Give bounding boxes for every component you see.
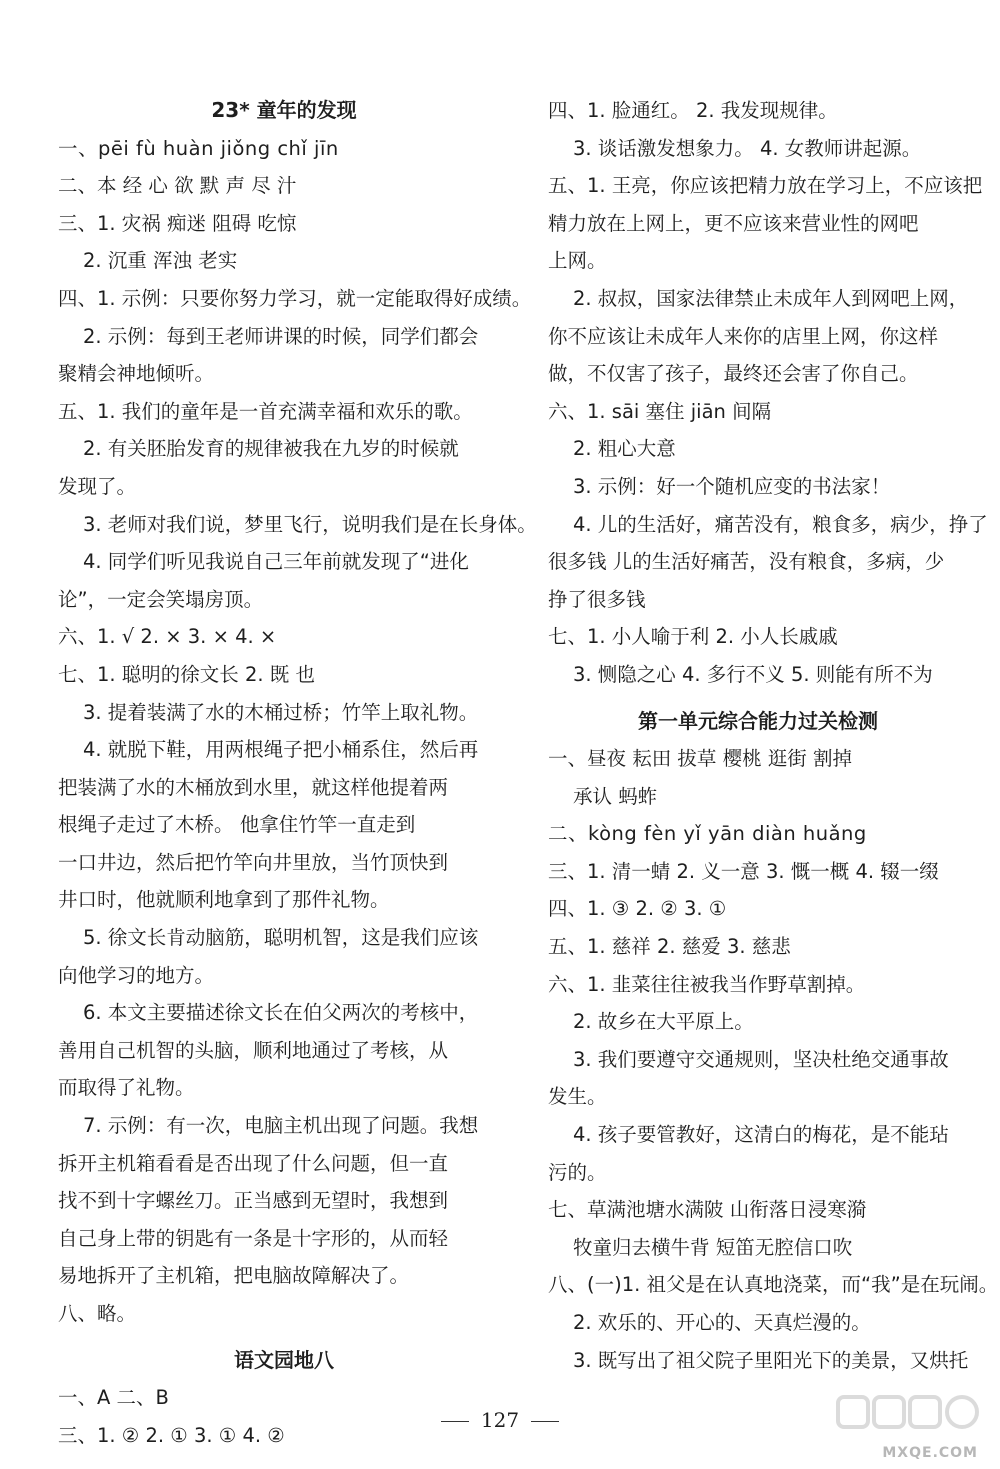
answer-line: 发生。	[548, 1085, 607, 1109]
answer-line: 把装满了水的木桶放到水里，就这样他提着两	[58, 775, 449, 799]
answer-line: 八、略。	[58, 1302, 137, 1325]
left-column	[58, 92, 537, 1454]
answer-line: 牧童归去横牛背 短笛无腔信口吹	[573, 1235, 853, 1259]
answer-line: 八、(一)1. 祖父是在认真地浇菜，而“我”是在玩闹。	[548, 1273, 999, 1297]
answer-line: 拆开主机箱看看是否出现了什么问题，但一直	[58, 1151, 449, 1175]
answer-line: 一、A 二、B	[58, 1386, 169, 1410]
answer-line: 2. 故乡在大平原上。	[573, 1010, 754, 1034]
answer-line: 根绳子走过了木桥。 他拿住竹竿一直走到	[58, 813, 416, 837]
answer-line: 发现了。	[58, 474, 137, 498]
answer-line: 4. 儿的生活好，痛苦没有，粮食多，病少，挣了	[573, 512, 988, 536]
answer-line: 挣了很多钱	[548, 587, 646, 611]
section-gap	[548, 694, 968, 703]
answer-line: 四、1. 示例：只要你努力学习，就一定能取得好成绩。	[58, 286, 532, 310]
right-column	[548, 92, 999, 1379]
answer-line: 五、1. 我们的童年是一首充满幸福和欢乐的歌。	[58, 399, 473, 423]
answer-line: 井口时，他就顺利地拿到了那件礼物。	[58, 888, 390, 912]
answer-line: 向他学习的地方。	[58, 963, 215, 987]
answer-line: 3. 我们要遵守交通规则，坚决杜绝交通事故	[573, 1047, 949, 1071]
section-gap	[58, 1333, 510, 1342]
answer-line: 3. 示例：好一个随机应变的书法家！	[573, 474, 891, 498]
answer-line: 7. 示例：有一次，电脑主机出现了问题。我想	[83, 1114, 479, 1138]
answer-line: 3. 提着装满了水的木桶过桥；竹竿上取礼物。	[83, 700, 479, 724]
answer-line: 善用自己机智的头脑，顺利地通过了考核，从	[58, 1038, 449, 1062]
answer-line: 一、pēi fù huàn jiǒng chǐ jīn	[58, 136, 339, 160]
answer-line: 做，不仅害了孩子，最终还会害了你自己。	[548, 362, 919, 386]
answer-line: 聚精会神地倾听。	[58, 362, 215, 386]
section-title: 23* 童年的发现	[211, 98, 357, 122]
answer-line: 上网。	[548, 249, 607, 273]
answer-line: 5. 徐文长肯动脑筋，聪明机智，这是我们应该	[83, 926, 479, 950]
answer-line: 2. 示例：每到王老师讲课的时候，同学们都会	[83, 324, 479, 348]
answer-line: 你不应该让未成年人来你的店里上网，你这样	[548, 324, 939, 348]
answer-line: 自己身上带的钥匙有一条是十字形的，从而轻	[58, 1226, 449, 1250]
answer-line: 论”，一定会笑塌房顶。	[58, 587, 264, 611]
answer-line: 承认 蚂蚱	[573, 784, 658, 808]
answer-line: 三、1. ② 2. ① 3. ① 4. ②	[58, 1423, 285, 1447]
answer-line: 四、1. ③ 2. ② 3. ①	[548, 897, 727, 921]
answer-line: 四、1. 脸通红。 2. 我发现规律。	[548, 99, 838, 122]
answer-line: 2. 有关胚胎发育的规律被我在九岁的时候就	[83, 437, 459, 461]
answer-line: 2. 叔叔，国家法律禁止未成年人到网吧上网，	[573, 286, 969, 310]
answer-line: 很多钱 儿的生活好痛苦，没有粮食，多病，少	[548, 550, 945, 574]
answer-line: 一、昼夜 耘田 拔草 樱桃 逛街 割掉	[548, 747, 852, 771]
watermark-text: MXQE.COM	[882, 1445, 978, 1461]
answer-line: 七、1. 小人喻于利 2. 小人长戚戚	[548, 625, 838, 649]
answer-line: 2. 欢乐的、开心的、天真烂漫的。	[573, 1311, 871, 1334]
answer-line: 五、1. 王亮，你应该把精力放在学习上，不应该把	[548, 174, 983, 198]
answer-line: 2. 沉重 浑浊 老实	[83, 249, 238, 273]
answer-line: 2. 粗心大意	[573, 437, 676, 461]
answer-line: 精力放在上网上，更不应该来营业性的网吧	[548, 211, 919, 235]
answer-line: 二、kòng fèn yǐ yān diàn huǎng	[548, 822, 867, 846]
answer-line: 一口井边，然后把竹竿向井里放，当竹顶快到	[58, 850, 449, 874]
answer-line: 4. 孩子要管教好，这清白的梅花，是不能玷	[573, 1123, 949, 1147]
answer-line: 二、本 经 心 欲 默 声 尽 汁	[58, 174, 297, 198]
section-title: 语文园地八	[234, 1347, 334, 1372]
answer-line: 污的。	[548, 1160, 607, 1184]
answer-line: 三、1. 清一蜻 2. 义一意 3. 慨一概 4. 辍一缀	[548, 859, 939, 883]
answer-line: 而取得了礼物。	[58, 1076, 195, 1100]
answer-line: 七、1. 聪明的徐文长 2. 既 也	[58, 662, 316, 686]
answer-line: 五、1. 慈祥 2. 慈爱 3. 慈悲	[548, 935, 791, 959]
answer-line: 六、1. sāi 塞住 jiān 间隔	[548, 399, 772, 423]
page-number: 127	[0, 1408, 1000, 1432]
section-title: 第一单元综合能力过关检测	[638, 708, 878, 733]
answer-line: 3. 谈话激发想象力。 4. 女教师讲起源。	[573, 136, 922, 160]
answer-line: 三、1. 灾祸 痴迷 阻碍 吃惊	[58, 211, 297, 235]
answer-line: 六、1. √ 2. × 3. × 4. ×	[58, 625, 277, 649]
answer-line: 4. 就脱下鞋，用两根绳子把小桶系住，然后再	[83, 738, 479, 762]
answer-line: 3. 老师对我们说，梦里飞行，说明我们是在长身体。	[83, 512, 537, 536]
answer-line: 6. 本文主要描述徐文长在伯父两次的考核中，	[83, 1001, 479, 1025]
answer-line: 4. 同学们听见我说自己三年前就发现了“进化	[83, 550, 469, 574]
answer-line: 六、1. 韭菜往往被我当作野草割掉。	[548, 972, 866, 996]
answer-line: 3. 既写出了祖父院子里阳光下的美景，又烘托	[573, 1348, 969, 1372]
answer-line: 七、草满池塘水满陂 山衔落日浸寒漪	[548, 1198, 867, 1222]
answer-line: 易地拆开了主机箱，把电脑故障解决了。	[58, 1264, 410, 1288]
answer-line: 3. 恻隐之心 4. 多行不义 5. 则能有所不为	[573, 662, 933, 686]
answer-line: 找不到十字螺丝刀。正当感到无望时，我想到	[58, 1189, 449, 1213]
